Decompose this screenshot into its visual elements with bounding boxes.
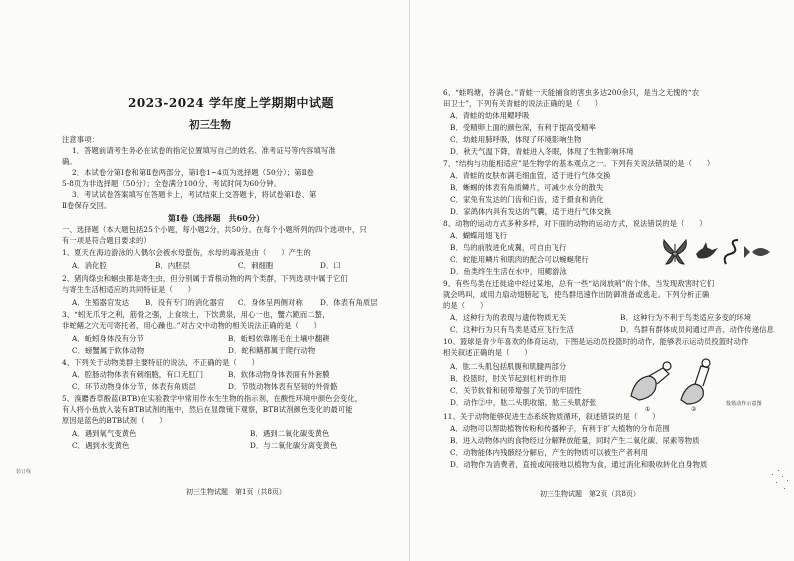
section-intro: 有一项是符合题目要求的） — [62, 236, 151, 245]
question-stem: 10、篮球是青少年喜欢的体育运动，下图是运动员投篮时的动作，能够表示运动员投篮时动作 — [443, 337, 749, 346]
butterfly-icon — [664, 240, 687, 264]
question-stem: 6、“蛙鸣塘，谷满仓。”青蛙一天能捕食的害虫多达200余只，是当之无愧的“农 — [443, 88, 700, 97]
question-stem: 4、下列关于动物类群主要特征的说法，不正确的是（ ） — [62, 358, 260, 367]
notice-line: 1．答题前请考生务必在试卷的指定位置填写自己的姓名、准考证号等内容填写准 — [72, 146, 336, 155]
question-stem: 有人将小鱼放入装有BTB试剂的瓶中，然后在显微镜下观察，BTB试剂颜色变化的最可能 — [62, 405, 353, 414]
question-stem: 11、关于动物能够促进生态系统物质循环，叙述错误的是（ ） — [443, 412, 660, 421]
option-c: C．家兔有发达的门齿和臼齿，适于摄食和消化 — [450, 195, 604, 204]
option-d: D．动物作为消费者，直接或间接地以植物为食，通过消化和吸收转化自身物质 — [450, 460, 708, 469]
animal-illustrations — [660, 234, 780, 270]
option-d: D．鱼类终生生活在水中，用鳃游泳 — [450, 267, 567, 276]
option-b: B．没有专门的消化器官 — [145, 298, 225, 307]
question-stem: 7、“结构与功能相适应”是生物学的基本观点之一。下列有关说法错误的是（ ） — [443, 159, 715, 168]
svg-text:①: ① — [645, 406, 651, 412]
option-a: A．消化腔 — [72, 261, 107, 270]
option-d: D．动作②中，肱二头肌收缩，肱三头肌舒张 — [450, 398, 597, 407]
option-b: B．蜥蜴的体表有角质鳞片，可减少水分的散失 — [450, 183, 604, 192]
question-stem: 田卫士”，下列有关青蛙的说法正确的是（ ） — [443, 99, 603, 108]
question-stem: 非蛇鳝之穴无可寄托者，用心躁也。”对古文中动物的相关说法正确的是（ ） — [62, 321, 322, 330]
question-stem: 相关叙述正确的是（ ） — [443, 348, 532, 357]
option-a: A．蝴蝶用翅飞行 — [450, 231, 508, 240]
option-d: D．蛇和鳝都属于爬行动物 — [228, 346, 316, 355]
option-d: D．与二氧化碳分离变黄色 — [250, 441, 338, 450]
question-stem: 原因是蓝色的BTB试剂（ ） — [62, 416, 167, 425]
svg-text:②: ② — [691, 406, 697, 412]
snake-icon — [725, 240, 738, 264]
question-stem: 9、有些鸟类在迁徙途中经过某地，总有一些“站岗放哨”的个体，当发现敌害时它们 — [443, 279, 715, 288]
section-heading: 第Ⅰ卷（选择题 共60分） — [168, 213, 265, 223]
option-a: A．青蛙的皮肤布满毛细血管，适于进行气体交换 — [450, 171, 611, 180]
binding-margin-mark: 装订线 — [16, 469, 32, 475]
question-stem: 2、猪肉绦虫和蛔虫都是寄生虫，但分别属于背根动物的两个类群，下列选项中属于它们 — [62, 274, 348, 283]
option-a: A．这种行为的表现与遗传物质无关 — [450, 313, 567, 322]
option-c: C．身体呈两侧对称 — [238, 298, 303, 307]
option-d: D．口 — [320, 261, 341, 270]
page-2 — [410, 0, 794, 561]
question-stem: 8、动物的运动方式多种多样，对下面的动物的运动方式，说法错误的是（ ） — [443, 219, 707, 228]
question-stem: 的是（ ） — [443, 301, 488, 310]
option-c: C．螃蟹属于软体动物 — [72, 346, 145, 355]
option-b: B．受精卵上面的颜色深，有利于提高受精率 — [450, 123, 597, 132]
option-b: B．软体动物身体表面有外套膜 — [228, 370, 330, 379]
option-a: A．遇到氧气变黄色 — [72, 429, 137, 438]
option-b: B．蚯蚓依靠刚毛在土壤中翻耕 — [228, 334, 330, 343]
option-a: A．腔肠动物体表有刺细胞，有口无肛门 — [72, 370, 204, 379]
exam-title: 2023-2024 学年度上学期期中试题 — [128, 96, 334, 110]
question-stem: 5、溴麝香草酚蓝(BTB)在实验教学中常用作水生生物的指示剂，在酸性环境中颜色会变化， — [62, 394, 363, 403]
notice-line: 3．考试试卷答案填写在答题卡上，考试结束上交答题卡，将试卷第Ⅰ卷、第 — [72, 190, 317, 199]
question-stem: 就会鸣叫，或用力扇动翅膀起飞，使鸟群迅速作出防御准备或逃走。下列分析正确 — [443, 290, 710, 299]
option-d: D．体表有角质层 — [320, 298, 378, 307]
exam-subject: 初三生物 — [189, 119, 231, 131]
question-stem: 1、夏天在海边游泳的人偶尔会被水母蜇伤，水母的毒液是由（ ）产生的 — [62, 248, 311, 257]
question-stem: 与寄生生活相适应的共同特征是（ ） — [62, 285, 196, 294]
notice-heading: 注意事项： — [62, 135, 99, 144]
option-d: D．家鸽体内具有发达的气囊，适于进行气体交换 — [450, 207, 612, 216]
option-c: C．蛇能用鳞片和肌肉的配合可以蜿蜒爬行 — [450, 255, 589, 264]
option-b: B．内胚层 — [155, 261, 191, 270]
option-c: C．幼蛙用肺呼吸，体现了环境影响生物 — [450, 135, 582, 144]
figure-caption: 投篮动作示意图 — [726, 401, 762, 407]
option-c: C．动物能体内残骸经分解后，产生的物质可以被生产者利用 — [450, 448, 648, 457]
option-b: B．这种行为不利于鸟类适应多变的环境 — [620, 313, 752, 322]
bird-icon — [696, 242, 718, 258]
section-intro: 一、选择题（本大题包括25个小题，每小题2分，共50分。在每个小题所列的四个选项中，只 — [62, 225, 367, 234]
page-footer: 初三生物试题 第2页（共8页） — [540, 490, 640, 498]
option-a: A．生殖器官发达 — [72, 298, 130, 307]
page-footer: 初三生物试题 第1页（共8页） — [186, 488, 286, 496]
arm-muscle-figure — [625, 356, 720, 412]
option-b: B．遇到二氧化碳变黄色 — [250, 429, 330, 438]
notice-line: 2．本试卷分第Ⅰ卷和第Ⅱ卷两部分，第Ⅰ卷1~4页为选择题（50分）；第Ⅱ卷 — [72, 168, 315, 177]
option-c: C．环节动物身体分节，体表有角质层 — [72, 382, 197, 391]
fish-icon — [744, 246, 770, 258]
option-d: D．秋天气温下降，青蛙进入冬眠，体现了生物影响环境 — [450, 147, 634, 156]
option-b: B．鸟的前肢进化成翼，可自由飞行 — [450, 243, 567, 252]
option-c: C．关节软骨和韧带增强了关节的牢固性 — [450, 386, 582, 395]
option-a: A．青蛙的幼体用鳃呼吸 — [450, 111, 530, 120]
notice-line: Ⅱ卷保存交回。 — [62, 201, 112, 210]
notice-line: 5-8页为非选择题（50分）；全卷满分100分，考试时间为60分钟。 — [62, 179, 282, 188]
option-d: D．节肢动物体表有坚韧的外骨骼 — [228, 382, 338, 391]
option-d: D．鸟群有群体成员间通过声音、动作传递信息 — [620, 325, 774, 334]
option-a: A．肱二头肌包括肌腹和肌腱两部分 — [450, 362, 567, 371]
option-c: C．刺细胞 — [238, 261, 274, 270]
option-a: A．动物可以帮助植物传粉和传播种子，有利于扩大植物的分布范围 — [450, 424, 670, 433]
option-b: B．进入动物体内的食物经过分解释放能量，同时产生二氧化碳、尿素等物质 — [450, 436, 700, 445]
option-c: C．这种行为只有鸟类是适应飞行生活 — [450, 325, 575, 334]
notice-line: 确。 — [62, 157, 77, 166]
option-c: C．遇到水变黄色 — [72, 441, 130, 450]
option-b: B．投篮时，肘关节起到杠杆的作用 — [450, 374, 567, 383]
option-a: A．蚯蚓身体没有分节 — [72, 334, 144, 343]
question-stem: 3、“蚓无爪牙之利，筋骨之强，上食埃土，下饮黄泉，用心一也，蟹六跪而二螯， — [62, 310, 330, 319]
